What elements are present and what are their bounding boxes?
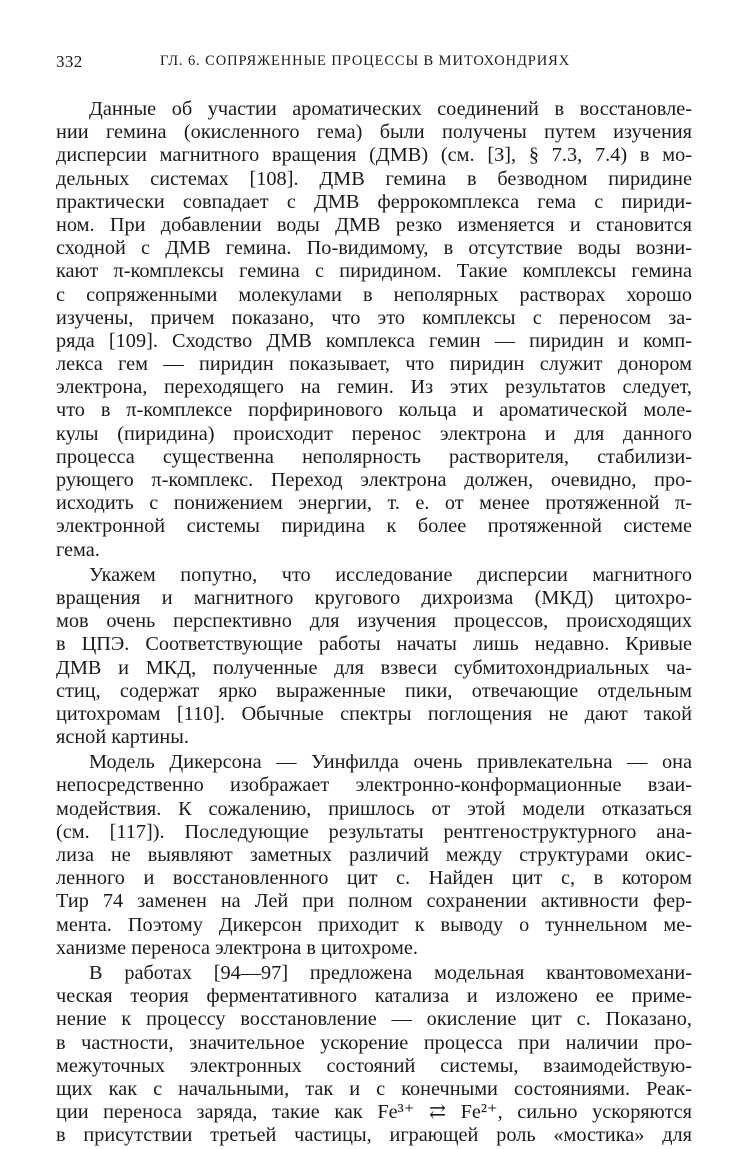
text-line: мента. Поэтому Дикерсон приходит к выводу о туннельном ме- [56, 913, 692, 936]
text-line: в ЦПЭ. Соответствующие работы начаты лишь недавно. Кривые [56, 633, 692, 656]
text-line: стиц, содержат ярко выраженные пики, отвечающие отдельным [56, 679, 692, 702]
text-line: ДМВ и МКД, полученные для взвеси субмитохондриальных ча- [56, 656, 692, 679]
text-line: непосредственно изображает электронно-конформационные взаи- [56, 774, 692, 797]
text-line: что в π-комплексе порфиринового кольца и ароматической моле- [56, 399, 692, 422]
text-line: нение к процессу восстановление — окисление цит с. Показано, [56, 1008, 692, 1031]
text-line: лиза не выявляют заметных различий между структурами окис- [56, 844, 692, 866]
text-line: процесса существенна неполярность растворителя, стабилизи- [56, 445, 692, 468]
text-line: электрона, переходящего на гемин. Из этих результатов следует, [56, 376, 692, 399]
text-line: Тир 74 заменен на Лей при полном сохранении активности фер- [56, 890, 692, 913]
text-line: В работах [94—97] предложена модельная квантовомехани- [89, 961, 692, 984]
text-line: межуточных электронных состояний системы, взаимодействую- [56, 1054, 692, 1077]
text-line: ханизме переноса электрона в цитохроме. [56, 936, 418, 959]
text-line: ческая теория ферментативного катализа и изложено ее приме- [56, 985, 692, 1008]
text-line: ясной картины. [56, 726, 189, 749]
text-line: цитохромам [110]. Обычные спектры поглощения не дают такой [56, 702, 692, 725]
text-line: Укажем попутно, что исследование дисперсии магнитного [89, 563, 692, 586]
text-line: Данные об участии ароматических соединений в восстановле- [89, 98, 692, 120]
text-line: исходить с понижением энергии, т. е. от менее протяженной π- [56, 492, 692, 515]
text-line: дисперсии магнитного вращения (ДМВ) (см. [3], § 7.3, 7.4) в мо- [56, 144, 692, 167]
text-line: вращения и магнитного кругового дихроизма (МКД) цитохро- [56, 586, 692, 609]
text-line: дельных системах [108]. ДМВ гемина в безводном пиридине [56, 167, 692, 190]
text-line: мов очень перспективно для изучения процессов, происходящих [56, 610, 692, 633]
paragraph [56, 564, 692, 750]
text-line: электронной системы пиридина к более протяженной системе [56, 515, 692, 538]
text-line: изучены, причем показано, что это комплексы с переносом за- [56, 306, 692, 329]
text-line: с сопряженными молекулами в неполярных растворах хорошо [56, 283, 692, 306]
text-line: ряда [109]. Сходство ДМВ комплекса гемин — пиридин и комп- [56, 329, 692, 352]
paragraph [56, 751, 692, 960]
text-line: ции переноса заряда, такие как Fe³⁺ ⇄ Fe²⁺, сильно ускоряются [56, 1101, 692, 1124]
text-line: Модель Дикерсона — Уинфилда очень привлекательна — она [89, 751, 692, 774]
text-line: кулы (пиридина) происходит перенос электрона и для данного [56, 422, 692, 445]
text-line: рующего π-комплекс. Переход электрона должен, очевидно, про- [56, 469, 692, 491]
text-line: гема. [56, 538, 100, 561]
text-line: кают π-комплексы гемина с пиридином. Такие комплексы гемина [56, 260, 692, 283]
text-line: ном. При добавлении воды ДМВ резко изменяется и становится [56, 213, 692, 236]
text-line: (см. [117]). Последующие результаты рентгеноструктурного ана- [56, 820, 692, 843]
book-page [56, 52, 692, 1149]
running-head [56, 52, 692, 76]
page-number: 332 [56, 52, 83, 71]
text-line: сходной с ДМВ гемина. По-видимому, в отсутствие воды возни- [56, 237, 692, 260]
text-line: в частности, значительное ускорение процесса при наличии про- [56, 1031, 692, 1054]
text-line: лекса гем — пиридин показывает, что пиридин служит донором [56, 353, 692, 376]
paragraph [56, 98, 692, 562]
body-text [56, 98, 692, 1147]
text-line: модействия. К сожалению, пришлось от этой модели отказаться [56, 797, 692, 820]
text-line: нии гемина (окисленного гема) были получены путем изучения [56, 121, 692, 144]
text-line: практически совпадает с ДМВ феррокомплекса гема с пириди- [56, 190, 692, 213]
text-line: в присутствии третьей частицы, играющей роль «мостика» для [56, 1124, 692, 1147]
paragraph [56, 962, 692, 1148]
text-line: щих как с начальными, так и с конечными состояниями. Реак- [56, 1077, 692, 1100]
text-line: ленного и восстановленного цит с. Найден цит с, в котором [56, 867, 692, 890]
chapter-title: ГЛ. 6. СОПРЯЖЕННЫЕ ПРОЦЕССЫ В МИТОХОНДРИЯХ [160, 53, 571, 69]
